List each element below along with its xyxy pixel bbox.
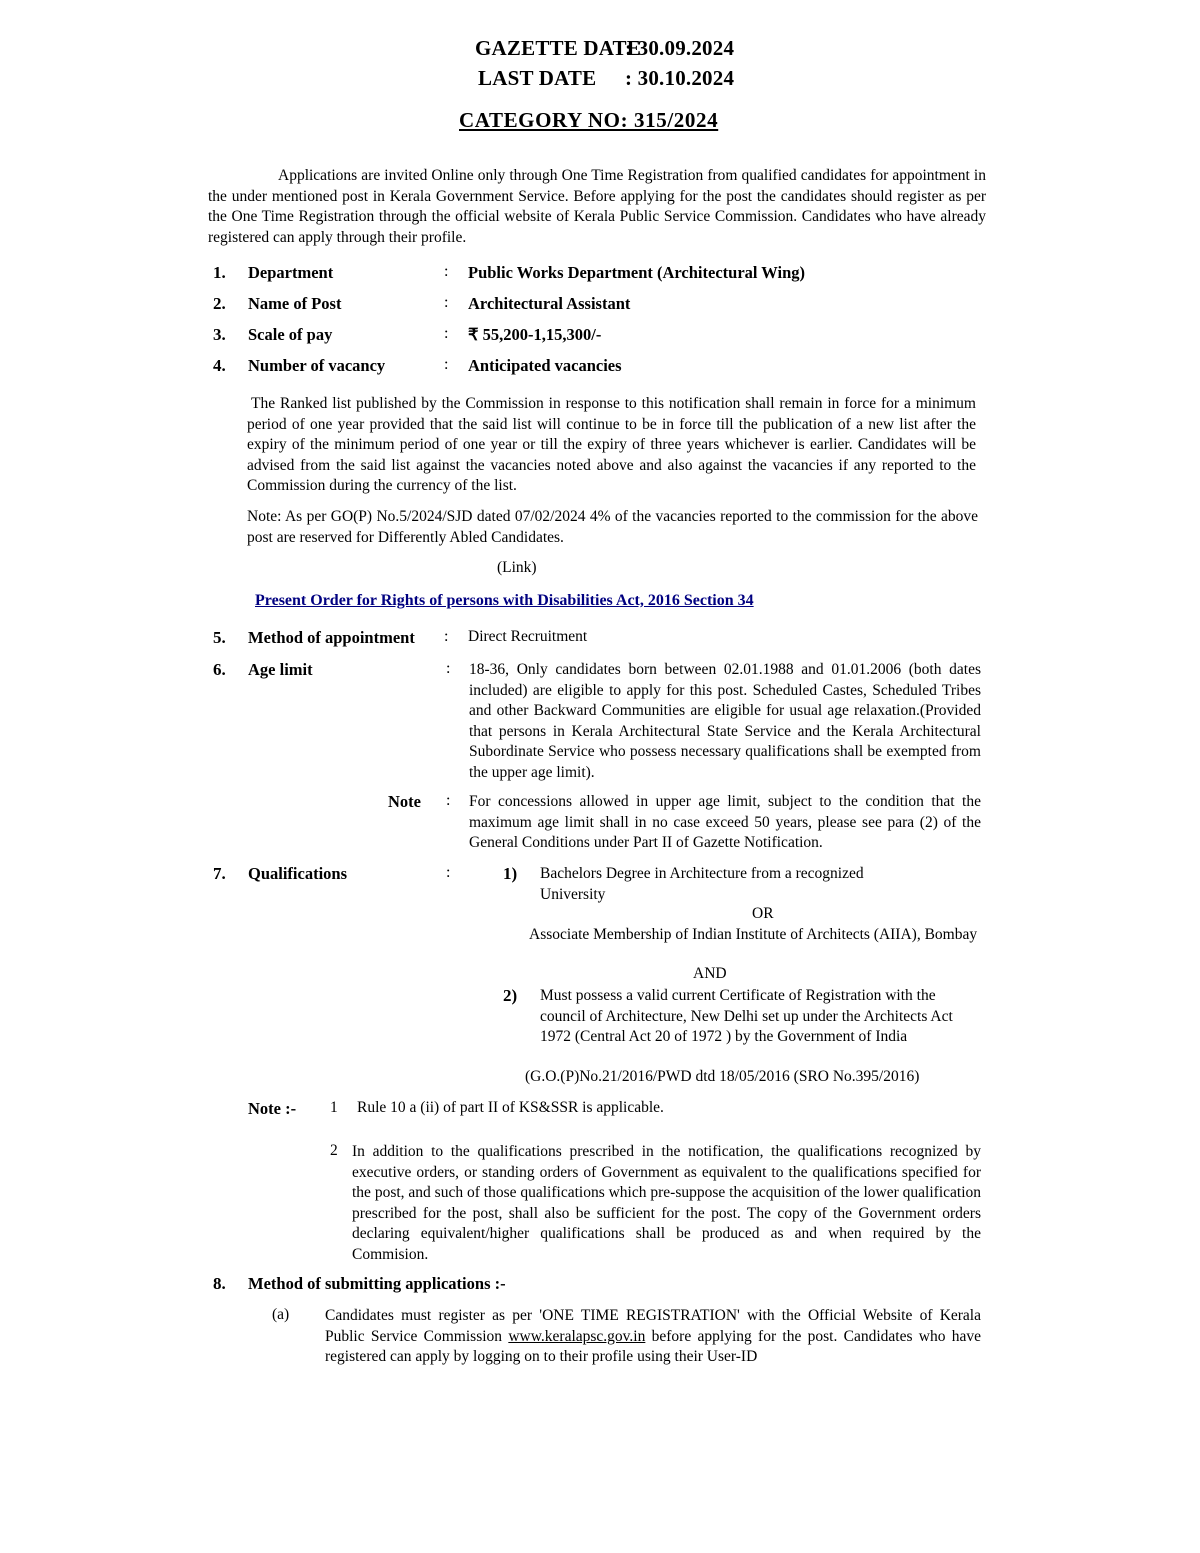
psc-website-link[interactable]: www.keralapsc.gov.in	[508, 1327, 646, 1345]
post-name-label: Name of Post	[248, 294, 342, 313]
last-date-label: LAST DATE	[478, 66, 597, 90]
colon: :	[444, 263, 449, 280]
submitting-a-text-1: Candidates must register as per 'ONE TIME REGISTRATION' with the Official Website of Kerala Public Service Commission	[325, 1307, 981, 1345]
note-number: 2	[330, 1142, 338, 1159]
note-1-text: Rule 10 a (ii) of part II of KS&SSR is applicable.	[357, 1099, 664, 1116]
disability-note: Note: As per GO(P) No.5/2024/SJD dated 07/02/2024 4% of the vacancies reported to the commission for the above post are reserved for Differently Abled Candidates.	[247, 508, 978, 546]
note-2-text: In addition to the qualifications prescribed in the notification, the qualifications recognized by executive orders, or standing orders of Government as equivalent to the qualifications specified for the post, and such of those qualifications which pre-suppose the acquisition of the lower qualification prescribed for the post, shall also be sufficient for the post. The copy of the Government orders declaring equivalent/higher qualifications shall be produced as and when required by the Commision.	[352, 1143, 981, 1263]
qualifications-label: Qualifications	[248, 864, 348, 883]
note-number: 1	[330, 1099, 338, 1116]
age-note-label: Note	[388, 792, 421, 811]
department-value: Public Works Department (Architectural Wing)	[468, 263, 806, 282]
post-name-value: Architectural Assistant	[468, 294, 631, 313]
sub-item-marker: (a)	[272, 1306, 290, 1323]
age-limit-label: Age limit	[248, 660, 313, 679]
disabilities-act-link[interactable]: Present Order for Rights of persons with Disabilities Act, 2016 Section 34	[255, 592, 754, 609]
colon: :	[444, 628, 449, 645]
vacancy-label: Number of vacancy	[248, 356, 386, 375]
and-separator: AND	[693, 965, 727, 982]
colon: :	[444, 325, 449, 342]
item-number: 1.	[213, 263, 226, 282]
method-label: Method of appointment	[248, 628, 415, 647]
age-limit-value: 18-36, Only candidates born between 02.01.1988 and 01.01.2006 (both dates included) are eligible to apply for this post. Scheduled Castes, Scheduled Tribes and other Backward Communities are eligible for usual age relaxation.(Provided that persons in Kerala Architectural State Service and the Kerala Architectural Subordinate Service who possess necessary qualifications shall be exempted from the upper age limit).	[469, 661, 981, 781]
or-separator: OR	[752, 905, 774, 922]
item-number: 8.	[213, 1274, 226, 1293]
gazette-date-label: GAZETTE DATE	[475, 36, 641, 60]
colon: :	[446, 660, 451, 677]
colon: :	[444, 294, 449, 311]
qualification-2-text: Must possess a valid current Certificate of Registration with the council of Architecture, New Delhi set up under the Architects Act 1972 (Central Act 20 of 1972 ) by the Government of India	[540, 987, 953, 1045]
go-reference: (G.O.(P)No.21/2016/PWD dtd 18/05/2016 (SRO No.395/2016)	[525, 1068, 920, 1085]
item-number: 6.	[213, 660, 226, 679]
item-number: 4.	[213, 356, 226, 375]
submitting-label: Method of submitting applications :-	[248, 1274, 506, 1293]
vacancy-value: Anticipated vacancies	[468, 356, 622, 375]
link-marker: (Link)	[497, 559, 537, 576]
last-date-value: : 30.10.2024	[625, 66, 735, 90]
ranked-list-paragraph: The Ranked list published by the Commission in response to this notification shall remain in force for a minimum period of one year provided that the said list will continue to be in force till the publication of a new list after the expiry of the minimum period of one year or till the expiry of three years whichever is earlier. Candidates will be advised from the said list against the vacancies noted above and also against the vacancies if any reported to the Commission during the currency of the list.	[247, 395, 976, 494]
age-note-text: For concessions allowed in upper age limit, subject to the condition that the maximum age limit shall in no case exceed 50 years, please see para (2) of the General Conditions under Part II of Gazette Notification.	[469, 793, 981, 851]
scale-of-pay-value: ₹ 55,200-1,15,300/-	[468, 325, 602, 344]
gazette-date-value: : 30.09.2024	[625, 36, 735, 60]
intro-paragraph: Applications are invited Online only through One Time Registration from qualified candidates for appointment in the under mentioned post in Kerala Government Service. Before applying for the post the candidates should register as per the One Time Registration through the official website of Kerala Public Service Commission. Candidates who have already registered can apply through their profile.	[208, 167, 986, 246]
scale-of-pay-label: Scale of pay	[248, 325, 333, 344]
colon: :	[446, 864, 451, 881]
item-number: 3.	[213, 325, 226, 344]
submitting-a-text-2: before applying for the post. Candidates who have registered can apply by logging on to their profile using their User-ID	[325, 1327, 982, 1365]
department-label: Department	[248, 263, 334, 282]
notes-label: Note :-	[248, 1099, 297, 1118]
colon: :	[444, 356, 449, 373]
colon: :	[446, 792, 451, 809]
item-number: 5.	[213, 628, 226, 647]
item-number: 7.	[213, 864, 226, 883]
method-value: Direct Recruitment	[468, 628, 588, 645]
item-number: 2.	[213, 294, 226, 313]
alternative-qualification-text: Associate Membership of Indian Institute of Architects (AIIA), Bombay	[529, 926, 978, 943]
qualification-1-text: Bachelors Degree in Architecture from a recognized University	[540, 865, 864, 903]
qualification-number: 1)	[503, 864, 518, 883]
qualification-number: 2)	[503, 986, 518, 1005]
category-number: CATEGORY NO: 315/2024	[459, 108, 719, 132]
submitting-a-text	[325, 1306, 981, 1368]
